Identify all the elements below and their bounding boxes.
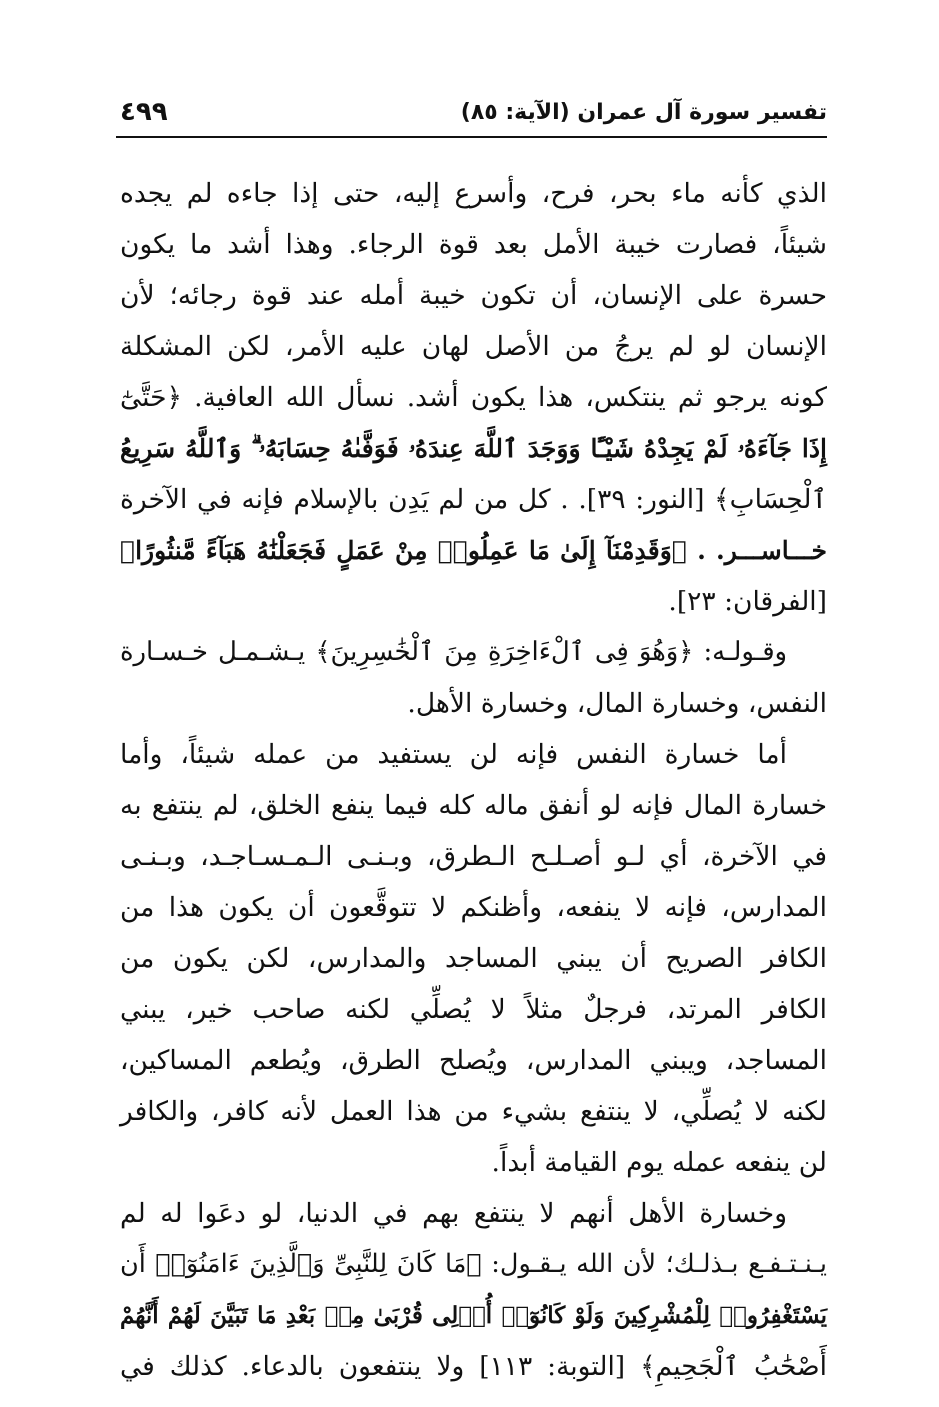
text-line: في الآخرة، أي لـو أصـلـح الـطرق، وبـنـى الـمـسـاجـد، وبـنـى bbox=[120, 841, 827, 872]
text-line: ٱلْحِسَابِ﴾ [النور: ٣٩]. . كل من لم يَدِن بالإسلام فإنه في الآخرة bbox=[120, 484, 828, 515]
page-body bbox=[120, 168, 827, 1392]
paragraph-3 bbox=[120, 729, 827, 1188]
header-rule bbox=[116, 136, 827, 138]
text-line: خسارة المال فإنه لو أنفق ماله كله فيما ينفع الخلق، لم ينتفع به bbox=[120, 790, 827, 821]
citation-line: [الفرقان: ٢٣]. bbox=[668, 586, 827, 617]
quran-verse-line: خـــاســـر. . ﴿وَقَدِمْنَآ إِلَىٰ مَا عَمِلُوا۟ مِنْ عَمَلٍ فَجَعَلْنَٰهُ هَبَآءً مَّنثُورًا﴾ bbox=[120, 535, 827, 565]
text-line: حسرة على الإنسان، أن تكون خيبة أمله عند قوة رجائه؛ لأن bbox=[120, 280, 827, 311]
text-line: أَصْحَٰبُ ٱلْجَحِيمِ﴾ [التوبة: ١١٣] ولا ينتفعون بالدعاء. كذلك في bbox=[120, 1351, 827, 1382]
text-line: المساجد، ويبني المدارس، ويُصلح الطرق، ويُطعم المساكين، bbox=[120, 1045, 827, 1076]
text-line: الكافر المرتد، فرجلٌ مثلاً لا يُصلِّي لكنه صاحب خير، يبني bbox=[120, 994, 827, 1025]
text-line: النفس، وخسارة المال، وخسارة الأهل. bbox=[407, 688, 827, 719]
text-line: الإنسان لو لم يرجُ من الأصل لهان عليه الأمر، لكن المشكلة bbox=[120, 331, 827, 362]
text-line: أما خسارة النفس فإنه لن يستفيد من عمله شيئاً، وأما bbox=[120, 739, 787, 770]
page-number: ٤٩٩ bbox=[120, 97, 168, 127]
text-line: كونه يرجو ثم ينتكس، هذا يكون أشد. نسأل الله العافية. ﴿حَتَّىٰٓ bbox=[120, 382, 827, 413]
paragraph-1 bbox=[120, 168, 827, 627]
quran-verse-line: إِذَا جَآءَهُۥ لَمْ يَجِدْهُ شَيْـًٔا وَوَجَدَ ٱللَّهَ عِندَهُۥ فَوَفَّىٰهُ حِسَابَهُۥ ۗ وَٱللَّهُ سَرِيعُ bbox=[120, 433, 827, 463]
running-header bbox=[120, 92, 827, 132]
text-line: الكافر الصريح أن يبني المساجد والمدارس، لكن يكون من bbox=[120, 943, 827, 974]
text-line: وقـولـه: ﴿وَهُوَ فِى ٱلْءَاخِرَةِ مِنَ ٱلْخَٰسِرِينَ﴾ يـشـمـل خـسـارة bbox=[120, 637, 787, 667]
text-line: وخسارة الأهل أنهم لا ينتفع بهم في الدنيا، لو دعَوا له لم bbox=[120, 1198, 787, 1229]
paragraph-2 bbox=[120, 627, 827, 729]
text-line: لن ينفعه عمله يوم القيامة أبداً. bbox=[491, 1147, 827, 1178]
paragraph-4 bbox=[120, 1188, 827, 1392]
running-title: تفسير سورة آل عمران (الآية: ٨٥) bbox=[460, 99, 827, 125]
text-line: شيئاً، فصارت خيبة الأمل بعد قوة الرجاء. وهذا أشد ما يكون bbox=[120, 229, 827, 260]
text-line: الذي كأنه ماء بحر، فرح، وأسرع إليه، حتى إذا جاءه لم يجده bbox=[120, 178, 827, 209]
text-line: المدارس، فإنه لا ينفعه، وأظنكم لا تتوقَّعون أن يكون هذا من bbox=[120, 892, 827, 923]
text-line: يـنـتـفـع بـذلـك؛ لأن الله يـقـول: ﴿مَا كَانَ لِلنَّبِىِّ وَٱلَّذِينَ ءَامَنُوٓا۟ أَن bbox=[120, 1249, 827, 1279]
quran-verse-line: يَسْتَغْفِرُوا۟ لِلْمُشْرِكِينَ وَلَوْ كَانُوٓا۟ أُو۟لِى قُرْبَىٰ مِنۢ بَعْدِ مَا تَبَيَّنَ لَهُمْ أَنَّهُمْ bbox=[120, 1302, 827, 1329]
text-line: لكنه لا يُصلِّي، لا ينتفع بشيء من هذا العمل لأنه كافر، والكافر bbox=[120, 1096, 827, 1127]
